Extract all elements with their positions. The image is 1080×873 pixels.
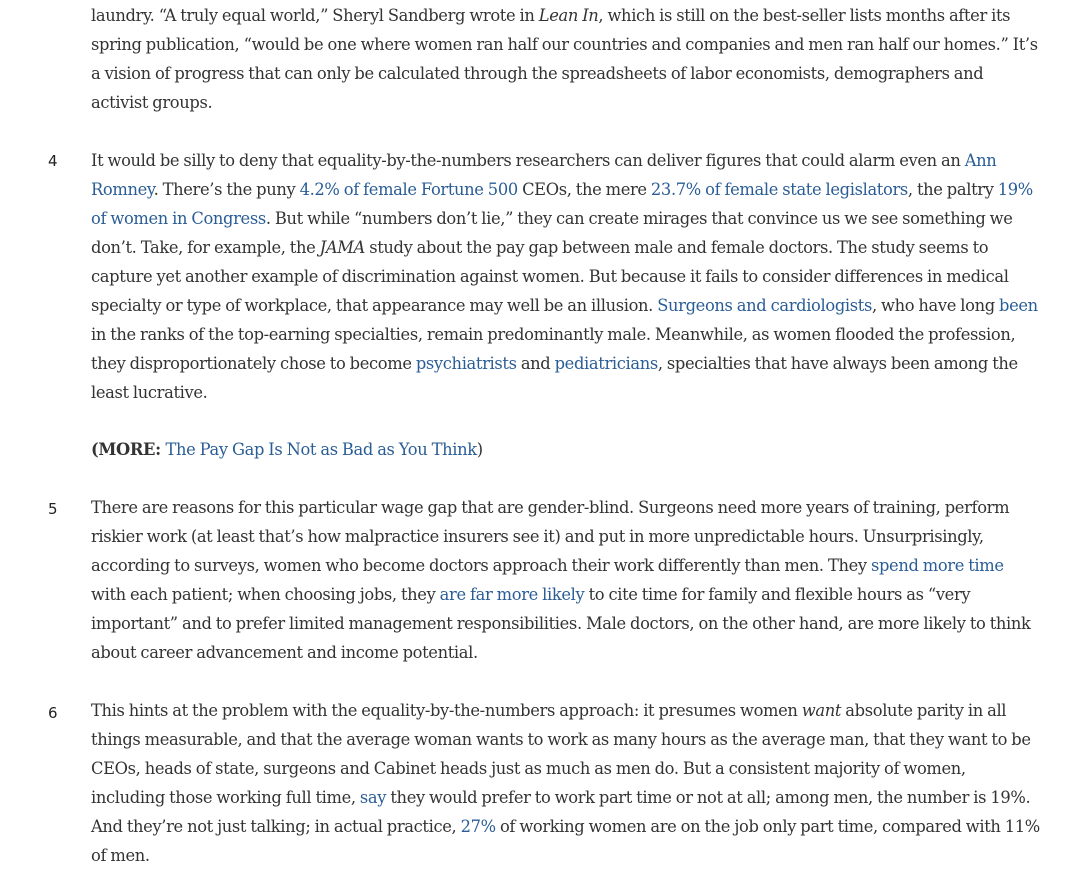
text-run: laundry. “A truly equal world,” Sheryl Sandberg wrote in [91,6,539,25]
inline-link[interactable]: 23.7% of female state legislators [650,180,908,199]
paragraph-number: 5 [48,500,58,518]
text-run: . There’s the puny [153,180,300,199]
text-run: they would prefer to work part time or not at all; among men, the number is 19%. And they’re not just talking; in actual practice, [91,788,1031,836]
text-run: and [516,354,555,373]
text-run: . But while “numbers don’t lie,” they can create mirages that convince us we see something we don’t. Take, for example, the [91,209,1013,257]
inline-link[interactable]: are far more likely [439,585,585,604]
text-run: This hints at the problem with the equality-by-the-numbers approach: it presumes women [91,701,802,720]
text-run: , which is still on the best-seller lists months after its spring publication, “would be one where women ran half our countries and companies and men ran half our homes.” It’s a vision of progress that can only be calculated through the spreadsheets of labor economists, demographers and activist groups. [91,6,1038,112]
inline-link[interactable]: Surgeons and cardiologists [657,296,872,315]
more-label: (MORE: [91,440,166,459]
paragraph-6 [91,696,1041,870]
paragraph-number: 4 [48,152,58,170]
inline-link[interactable]: 27% [460,817,496,836]
paragraph-3-continuation [91,1,1041,117]
inline-link[interactable]: spend more time [870,556,1004,575]
text-run: , who have long [871,296,1000,315]
text-run: in the ranks of the top-earning specialties, remain predominantly male. Meanwhile, as women flooded the profession, they disproportionately chose to become [91,325,1016,373]
text-run: , the paltry [907,180,998,199]
text-run: There are reasons for this particular wage gap that are gender-blind. Surgeons need more years of training, perform riskier work (at least that’s how malpractice insurers see it) and put in more unpredictable hours. Unsurprisingly, according to surveys, women who become doctors approach their work differently than men. They [91,498,1010,575]
text-run: , specialties that have always been among the least lucrative. [91,354,1018,402]
paragraph-4 [91,146,1041,407]
text-run: CEOs, the mere [517,180,651,199]
text-run: with each patient; when choosing jobs, they [91,585,440,604]
text-run: absolute parity in all things measurable, and that the average woman wants to work as many hours as the average man, that they want to be CEOs, heads of state, surgeons and Cabinet heads just as much as men do. But a consistent majority of women, including those working full time, [91,701,1031,807]
inline-link[interactable]: been [999,296,1038,315]
paragraph-number: 6 [48,704,58,722]
inline-link[interactable]: pediatricians [554,354,658,373]
italic-text: want [801,701,842,720]
inline-link[interactable]: 19% of women in Congress [91,180,1033,228]
inline-link[interactable]: The Pay Gap Is Not as Bad as You Think [165,440,477,459]
italic-text: Lean In [538,6,599,25]
inline-link[interactable]: Ann Romney [91,151,997,199]
inline-link[interactable]: psychiatrists [415,354,517,373]
text-run: study about the pay gap between male and female doctors. The study seems to capture yet another example of discrimination against women. But because it fails to consider differences in medical specialty or type of workplace, that appearance may well be an illusion. [91,238,1009,315]
inline-link[interactable]: 4.2% of female Fortune 500 [299,180,518,199]
inline-link[interactable]: say [359,788,387,807]
paragraph-5 [91,493,1041,667]
text-run: ) [476,440,483,459]
more-link-line [91,435,1041,464]
text-run: It would be silly to deny that equality-by-the-numbers researchers can deliver figures that could alarm even an [91,151,965,170]
text-run: of working women are on the job only part time, compared with 11% of men. [91,817,1040,865]
italic-text: JAMA [319,238,365,257]
text-run: to cite time for family and flexible hours as “very important” and to prefer limited management responsibilities. Male doctors, on the other hand, are more likely to think about career advancement and income potential. [91,585,1031,662]
